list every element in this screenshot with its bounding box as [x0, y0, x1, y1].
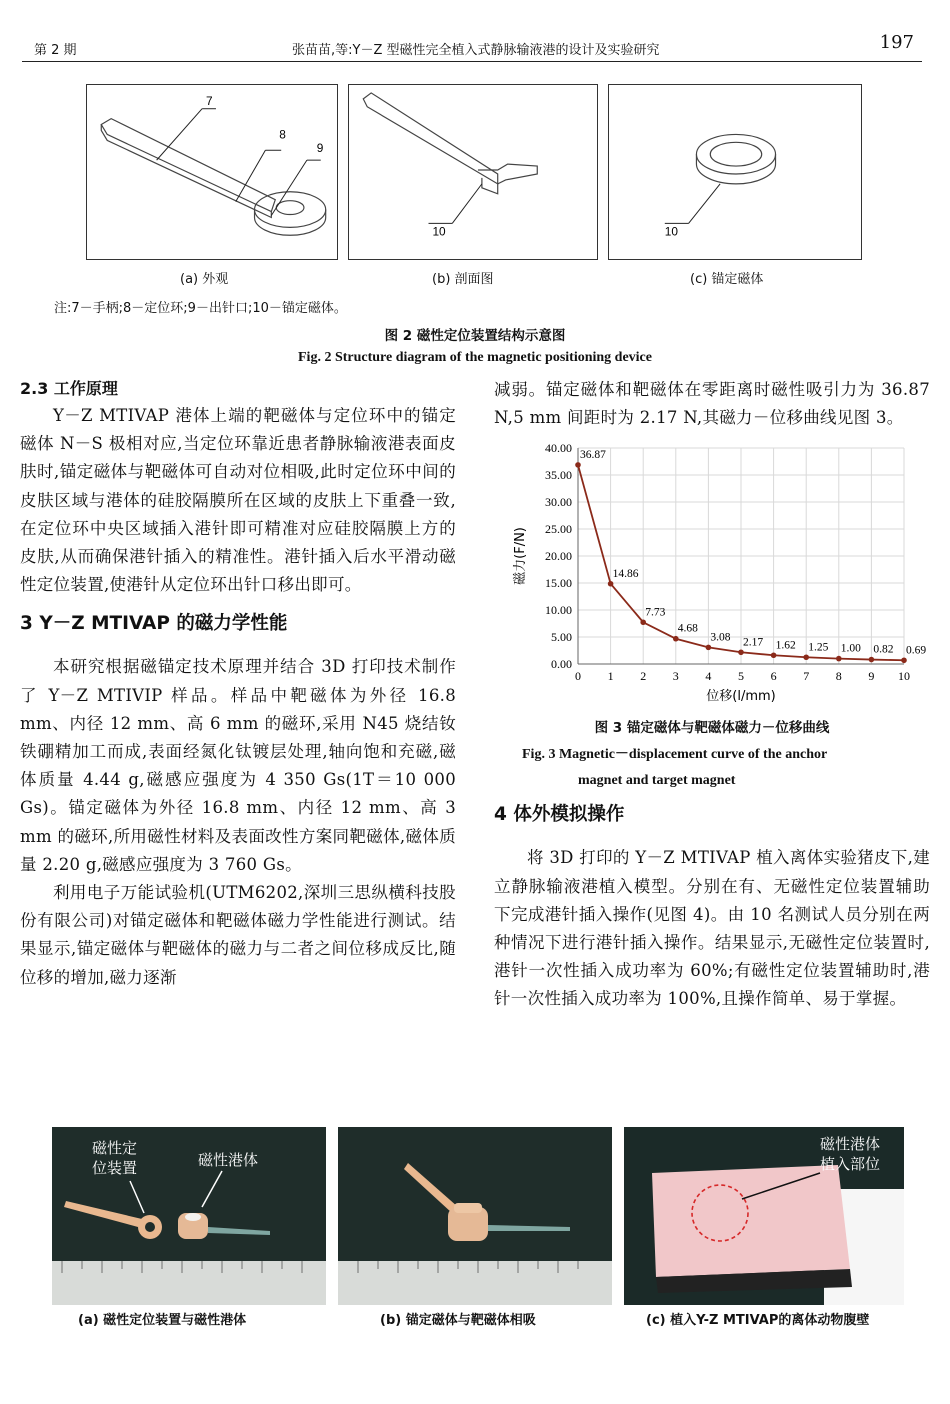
- data-point: [869, 657, 875, 663]
- x-tick-label: 8: [835, 669, 842, 684]
- x-tick-label: 1: [607, 669, 614, 684]
- tag-implant-site-1: 磁性港体: [820, 1135, 881, 1153]
- section-2-3-paragraph: Y－Z MTIVAP 港体上端的靶磁体与定位环中的锚定磁体 N－S 极相对应,当定位环靠近患者静脉输液港表面皮肤时,锚定磁体与靶磁体可自动对位相吸,此时定位环中间的皮肤区域与港体的硅胶隔膜所在区域的皮肤上下重叠一致,在定位环中央区域插入港针即可精准对应硅胶隔膜上方的皮肤,从而确保港针插入的精准性。港针插入后水平滑动磁性定位装置,使港针从定位环出针口移出即可。: [20, 406, 456, 595]
- y-tick-label: 40.00: [545, 441, 572, 456]
- photo-b: [338, 1127, 612, 1305]
- y-tick-label: 30.00: [545, 495, 572, 510]
- data-point: [575, 463, 581, 469]
- photo-a-image: [52, 1127, 326, 1305]
- data-point: [803, 655, 809, 661]
- figure-2-caption-en: Fig. 2 Structure diagram of the magnetic positioning device: [298, 350, 652, 365]
- callout-8: 8: [279, 127, 286, 142]
- x-tick-label: 4: [705, 669, 712, 684]
- y-tick-label: 0.00: [551, 657, 572, 672]
- x-tick-label: 9: [868, 669, 875, 684]
- y-tick-label: 35.00: [545, 468, 572, 483]
- figure-2: [86, 84, 862, 260]
- section-4-paragraph: 将 3D 打印的 Y－Z MTIVAP 植入离体实验猪皮下,建立静脉输液港植入模型。分别在有、无磁性定位装置辅助下完成港针插入操作(见图 4)。由 10 名测试人员分别在两种情况下进行港针插入操作。结果显示,无磁性定位装置时,港针一次性插入成功率为 60%;有磁性定位装置辅助时,港针一次性插入成功率为 100%,且操作简单、易于掌握。: [494, 848, 930, 1009]
- data-point: [640, 620, 646, 626]
- figure-4b-label: (b) 锚定磁体与靶磁体相吸: [380, 1313, 536, 1328]
- tag-implant-site-2: 植入部位: [820, 1155, 881, 1173]
- x-tick-label: 3: [672, 669, 679, 684]
- issue-number: 第 2 期: [34, 43, 77, 58]
- y-tick-label: 10.00: [545, 603, 572, 618]
- data-label: 1.00: [840, 643, 861, 656]
- figure-2-caption-cn: 图 2 磁性定位装置结构示意图: [384, 328, 566, 344]
- figure-2c-panel: [608, 84, 862, 260]
- cross-section-drawing: [349, 85, 597, 259]
- x-tick-label: 0: [575, 669, 581, 684]
- data-label: 14.86: [612, 568, 639, 581]
- data-label: 7.73: [645, 606, 666, 619]
- page-number: 197: [879, 32, 914, 53]
- x-tick-label: 7: [803, 669, 810, 684]
- section-3-paragraph-2: 利用电子万能试验机(UTM6202,深圳三思纵横科技股份有限公司)对锚定磁体和靶磁体磁力学性能进行测试。结果显示,锚定磁体与靶磁体的磁力与二者之间位移成反比,随位移的增加,磁力逐渐: [20, 883, 456, 987]
- y-tick-label: 5.00: [551, 630, 572, 645]
- data-point: [738, 650, 744, 656]
- data-point: [673, 636, 679, 642]
- x-tick-label: 10: [898, 669, 910, 684]
- photo-b-image: [338, 1127, 612, 1305]
- callout-10a: 10: [432, 224, 446, 239]
- figure-3-chart: [494, 436, 930, 716]
- y-axis-label: 磁力(F/N): [513, 527, 528, 586]
- figure-2-note: 注:7－手柄;8－定位环;9－出针口;10－锚定磁体。: [54, 301, 347, 316]
- figure-3-caption-en-2: magnet and target magnet: [578, 773, 736, 789]
- figure-2a-panel: [86, 84, 338, 260]
- section-2-3-heading: 2.3 工作原理: [20, 379, 118, 398]
- data-label: 0.82: [873, 643, 894, 656]
- figure-4: [52, 1127, 904, 1305]
- x-tick-label: 2: [640, 669, 647, 684]
- left-column: [20, 376, 456, 992]
- figure-2b-label: (b) 剖面图: [432, 272, 494, 287]
- callout-10b: 10: [664, 224, 679, 239]
- callout-7: 7: [206, 93, 213, 108]
- photo-c: [624, 1127, 904, 1305]
- section-3-heading: 3 Y－Z MTIVAP 的磁力学性能: [20, 613, 288, 635]
- data-label: 1.62: [775, 639, 796, 652]
- running-title: 张苗苗,等:Y－Z 型磁性完全植入式静脉输液港的设计及实验研究: [292, 43, 660, 58]
- positioning-device-drawing: [87, 85, 337, 259]
- continued-paragraph: 减弱。锚定磁体和靶磁体在零距离时磁性吸引力为 36.87 N,5 mm 间距时为 2.17 N,其磁力－位移曲线见图 3。: [494, 380, 930, 428]
- photo-a: [52, 1127, 326, 1305]
- tag-positioning-device-2: 位装置: [92, 1159, 138, 1177]
- figure-2b-panel: [348, 84, 598, 260]
- right-column: [494, 376, 930, 1014]
- data-point: [901, 658, 907, 664]
- data-label: 2.17: [743, 636, 764, 649]
- anchor-magnet-drawing: [609, 85, 861, 259]
- data-label: 4.68: [677, 623, 698, 636]
- section-3-paragraph-1: 本研究根据磁锚定技术原理并结合 3D 打印技术制作了 Y－Z MTIVIP 样品。样品中靶磁体为外径 16.8 mm、内径 12 mm、高 6 mm 的磁环,采用 N45 烧结钕铁硼精加工而成,表面经氮化钛镀层处理,轴向饱和充磁,磁体质量 4.44 g,磁感应强度为 4 350 Gs(1T＝10 000 Gs)。锚定磁体为外径 16.8 mm、内径 12 mm、高 3 mm 的磁环,所用磁性材料及表面改性方案同靶磁体,磁体质量 2.20 g,磁感应强度为 3 760 Gs。: [20, 657, 456, 874]
- tag-magnetic-port: 磁性港体: [198, 1151, 259, 1169]
- data-point: [706, 645, 712, 651]
- x-axis-label: 位移(l/mm): [706, 689, 776, 705]
- section-4-heading: 4 体外模拟操作: [494, 804, 625, 826]
- data-point: [836, 656, 842, 662]
- data-label: 36.87: [580, 449, 606, 462]
- photo-c-image: [624, 1127, 904, 1305]
- data-point: [608, 581, 614, 587]
- figure-2c-label: (c) 锚定磁体: [690, 272, 764, 287]
- data-label: 1.25: [808, 641, 829, 654]
- figure-4a-label: (a) 磁性定位装置与磁性港体: [78, 1313, 247, 1328]
- y-tick-label: 25.00: [545, 522, 572, 537]
- figure-4c-label: (c) 植入Y-Z MTIVAP的离体动物腹壁: [646, 1313, 870, 1328]
- x-tick-label: 6: [770, 669, 777, 684]
- data-label: 3.08: [710, 631, 731, 644]
- running-header: [22, 30, 922, 62]
- figure-2a-label: (a) 外观: [180, 272, 229, 287]
- tag-positioning-device-1: 磁性定: [92, 1139, 138, 1157]
- data-label: 0.69: [906, 644, 927, 657]
- data-point: [771, 653, 777, 659]
- callout-9: 9: [316, 141, 324, 156]
- y-tick-label: 20.00: [545, 549, 572, 564]
- x-tick-label: 5: [738, 669, 744, 684]
- force-displacement-plot: [494, 436, 930, 716]
- y-tick-label: 15.00: [545, 576, 572, 591]
- figure-3-caption-cn: 图 3 锚定磁体与靶磁体磁力－位移曲线: [594, 720, 830, 737]
- figure-3-caption-en-1: Fig. 3 Magnetic－displacement curve of the anchor: [522, 747, 828, 763]
